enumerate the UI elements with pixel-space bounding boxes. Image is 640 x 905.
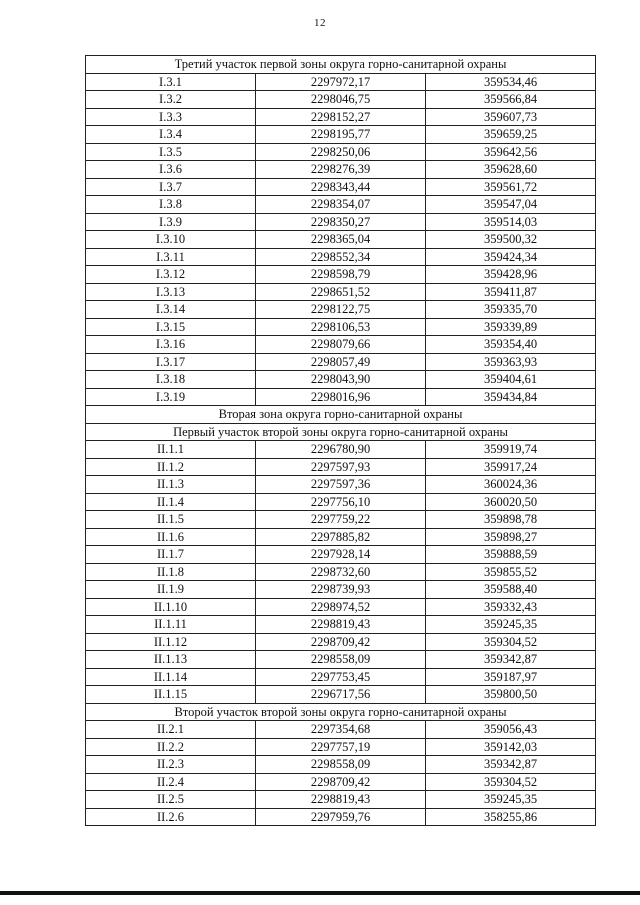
x-coordinate-cell: 2298016,96 — [256, 388, 426, 406]
x-coordinate-cell: 2298057,49 — [256, 353, 426, 371]
table-row — [86, 721, 596, 739]
table-row — [86, 388, 596, 406]
x-coordinate-cell: 2298122,75 — [256, 301, 426, 319]
table-row — [86, 791, 596, 809]
table-row — [86, 511, 596, 529]
x-coordinate-cell: 2298739,93 — [256, 581, 426, 599]
point-id-cell: II.2.2 — [86, 738, 256, 756]
y-coordinate-cell: 359500,32 — [426, 231, 596, 249]
table-row — [86, 528, 596, 546]
x-coordinate-cell: 2298195,77 — [256, 126, 426, 144]
point-id-cell: II.1.14 — [86, 668, 256, 686]
x-coordinate-cell: 2298709,42 — [256, 773, 426, 791]
y-coordinate-cell: 359342,87 — [426, 756, 596, 774]
point-id-cell: I.3.14 — [86, 301, 256, 319]
y-coordinate-cell: 359342,87 — [426, 651, 596, 669]
table-row — [86, 91, 596, 109]
point-id-cell: I.3.15 — [86, 318, 256, 336]
table-row — [86, 546, 596, 564]
table-row — [86, 476, 596, 494]
y-coordinate-cell: 359411,87 — [426, 283, 596, 301]
x-coordinate-cell: 2297959,76 — [256, 808, 426, 826]
y-coordinate-cell: 359142,03 — [426, 738, 596, 756]
point-id-cell: I.3.4 — [86, 126, 256, 144]
x-coordinate-cell: 2298365,04 — [256, 231, 426, 249]
page-number: 12 — [314, 17, 326, 29]
y-coordinate-cell: 359404,61 — [426, 371, 596, 389]
table-row — [86, 353, 596, 371]
point-id-cell: II.1.9 — [86, 581, 256, 599]
table-row — [86, 493, 596, 511]
table-row — [86, 581, 596, 599]
point-id-cell: II.2.4 — [86, 773, 256, 791]
x-coordinate-cell: 2297597,93 — [256, 458, 426, 476]
point-id-cell: II.1.5 — [86, 511, 256, 529]
coordinates-table-body — [86, 56, 596, 826]
point-id-cell: II.2.6 — [86, 808, 256, 826]
point-id-cell: I.3.11 — [86, 248, 256, 266]
point-id-cell: II.1.6 — [86, 528, 256, 546]
x-coordinate-cell: 2298152,27 — [256, 108, 426, 126]
y-coordinate-cell: 359339,89 — [426, 318, 596, 336]
point-id-cell: II.1.4 — [86, 493, 256, 511]
point-id-cell: I.3.9 — [86, 213, 256, 231]
point-id-cell: I.3.8 — [86, 196, 256, 214]
point-id-cell: I.3.6 — [86, 161, 256, 179]
y-coordinate-cell: 359917,24 — [426, 458, 596, 476]
table-row — [86, 651, 596, 669]
table-row — [86, 336, 596, 354]
point-id-cell: I.3.10 — [86, 231, 256, 249]
y-coordinate-cell: 359855,52 — [426, 563, 596, 581]
x-coordinate-cell: 2296717,56 — [256, 686, 426, 704]
point-id-cell: II.2.3 — [86, 756, 256, 774]
y-coordinate-cell: 359566,84 — [426, 91, 596, 109]
point-id-cell: II.1.7 — [86, 546, 256, 564]
y-coordinate-cell: 359628,60 — [426, 161, 596, 179]
point-id-cell: I.3.17 — [86, 353, 256, 371]
point-id-cell: II.1.2 — [86, 458, 256, 476]
x-coordinate-cell: 2296780,90 — [256, 441, 426, 459]
table-row — [86, 441, 596, 459]
x-coordinate-cell: 2298974,52 — [256, 598, 426, 616]
section-header-row — [86, 56, 596, 74]
y-coordinate-cell: 359354,40 — [426, 336, 596, 354]
y-coordinate-cell: 360020,50 — [426, 493, 596, 511]
table-row — [86, 266, 596, 284]
x-coordinate-cell: 2297885,82 — [256, 528, 426, 546]
x-coordinate-cell: 2298079,66 — [256, 336, 426, 354]
table-row — [86, 283, 596, 301]
x-coordinate-cell: 2297759,22 — [256, 511, 426, 529]
coordinates-table — [85, 55, 596, 826]
table-row — [86, 231, 596, 249]
y-coordinate-cell: 358255,86 — [426, 808, 596, 826]
y-coordinate-cell: 359056,43 — [426, 721, 596, 739]
y-coordinate-cell: 359588,40 — [426, 581, 596, 599]
table-row — [86, 686, 596, 704]
y-coordinate-cell: 359898,27 — [426, 528, 596, 546]
point-id-cell: I.3.5 — [86, 143, 256, 161]
table-row — [86, 756, 596, 774]
point-id-cell: I.3.2 — [86, 91, 256, 109]
point-id-cell: I.3.3 — [86, 108, 256, 126]
x-coordinate-cell: 2298819,43 — [256, 791, 426, 809]
x-coordinate-cell: 2297972,17 — [256, 73, 426, 91]
section-header-row — [86, 703, 596, 721]
y-coordinate-cell: 359919,74 — [426, 441, 596, 459]
x-coordinate-cell: 2298046,75 — [256, 91, 426, 109]
table-row — [86, 738, 596, 756]
y-coordinate-cell: 359659,25 — [426, 126, 596, 144]
y-coordinate-cell: 360024,36 — [426, 476, 596, 494]
section-title: Первый участок второй зоны округа горно-санитарной охраны — [86, 423, 596, 441]
x-coordinate-cell: 2298106,53 — [256, 318, 426, 336]
y-coordinate-cell: 359363,93 — [426, 353, 596, 371]
section-header-row — [86, 423, 596, 441]
y-coordinate-cell: 359534,46 — [426, 73, 596, 91]
x-coordinate-cell: 2298819,43 — [256, 616, 426, 634]
point-id-cell: II.1.11 — [86, 616, 256, 634]
y-coordinate-cell: 359332,43 — [426, 598, 596, 616]
table-row — [86, 563, 596, 581]
x-coordinate-cell: 2298651,52 — [256, 283, 426, 301]
table-row — [86, 73, 596, 91]
x-coordinate-cell: 2298276,39 — [256, 161, 426, 179]
x-coordinate-cell: 2298558,09 — [256, 651, 426, 669]
y-coordinate-cell: 359245,35 — [426, 616, 596, 634]
y-coordinate-cell: 359547,04 — [426, 196, 596, 214]
section-title: Третий участок первой зоны округа горно-санитарной охраны — [86, 56, 596, 74]
y-coordinate-cell: 359335,70 — [426, 301, 596, 319]
table-row — [86, 598, 596, 616]
point-id-cell: I.3.12 — [86, 266, 256, 284]
table-row — [86, 458, 596, 476]
x-coordinate-cell: 2298558,09 — [256, 756, 426, 774]
x-coordinate-cell: 2298598,79 — [256, 266, 426, 284]
footer-rule — [0, 891, 640, 895]
y-coordinate-cell: 359642,56 — [426, 143, 596, 161]
table-row — [86, 143, 596, 161]
y-coordinate-cell: 359428,96 — [426, 266, 596, 284]
x-coordinate-cell: 2298552,34 — [256, 248, 426, 266]
x-coordinate-cell: 2297753,45 — [256, 668, 426, 686]
table-row — [86, 616, 596, 634]
x-coordinate-cell: 2298043,90 — [256, 371, 426, 389]
table-row — [86, 213, 596, 231]
y-coordinate-cell: 359800,50 — [426, 686, 596, 704]
x-coordinate-cell: 2297354,68 — [256, 721, 426, 739]
point-id-cell: II.1.15 — [86, 686, 256, 704]
y-coordinate-cell: 359304,52 — [426, 773, 596, 791]
x-coordinate-cell: 2297757,19 — [256, 738, 426, 756]
x-coordinate-cell: 2298350,27 — [256, 213, 426, 231]
x-coordinate-cell: 2297597,36 — [256, 476, 426, 494]
x-coordinate-cell: 2298709,42 — [256, 633, 426, 651]
point-id-cell: I.3.1 — [86, 73, 256, 91]
point-id-cell: II.1.1 — [86, 441, 256, 459]
point-id-cell: II.1.13 — [86, 651, 256, 669]
section-title: Второй участок второй зоны округа горно-санитарной охраны — [86, 703, 596, 721]
table-row — [86, 178, 596, 196]
x-coordinate-cell: 2297928,14 — [256, 546, 426, 564]
y-coordinate-cell: 359245,35 — [426, 791, 596, 809]
y-coordinate-cell: 359561,72 — [426, 178, 596, 196]
point-id-cell: I.3.13 — [86, 283, 256, 301]
point-id-cell: II.1.12 — [86, 633, 256, 651]
point-id-cell: II.1.8 — [86, 563, 256, 581]
point-id-cell: II.1.3 — [86, 476, 256, 494]
point-id-cell: II.2.1 — [86, 721, 256, 739]
y-coordinate-cell: 359514,03 — [426, 213, 596, 231]
section-title: Вторая зона округа горно-санитарной охраны — [86, 406, 596, 424]
x-coordinate-cell: 2298354,07 — [256, 196, 426, 214]
y-coordinate-cell: 359424,34 — [426, 248, 596, 266]
table-row — [86, 126, 596, 144]
table-row — [86, 318, 596, 336]
section-header-row — [86, 406, 596, 424]
point-id-cell: I.3.7 — [86, 178, 256, 196]
table-row — [86, 808, 596, 826]
y-coordinate-cell: 359304,52 — [426, 633, 596, 651]
table-row — [86, 196, 596, 214]
table-row — [86, 248, 596, 266]
table-row — [86, 108, 596, 126]
y-coordinate-cell: 359888,59 — [426, 546, 596, 564]
y-coordinate-cell: 359898,78 — [426, 511, 596, 529]
y-coordinate-cell: 359607,73 — [426, 108, 596, 126]
table-row — [86, 668, 596, 686]
x-coordinate-cell: 2298343,44 — [256, 178, 426, 196]
point-id-cell: I.3.16 — [86, 336, 256, 354]
point-id-cell: I.3.19 — [86, 388, 256, 406]
point-id-cell: II.2.5 — [86, 791, 256, 809]
x-coordinate-cell: 2297756,10 — [256, 493, 426, 511]
table-row — [86, 161, 596, 179]
table-row — [86, 773, 596, 791]
y-coordinate-cell: 359187,97 — [426, 668, 596, 686]
table-row — [86, 633, 596, 651]
x-coordinate-cell: 2298732,60 — [256, 563, 426, 581]
table-row — [86, 301, 596, 319]
point-id-cell: I.3.18 — [86, 371, 256, 389]
y-coordinate-cell: 359434,84 — [426, 388, 596, 406]
table-row — [86, 371, 596, 389]
point-id-cell: II.1.10 — [86, 598, 256, 616]
x-coordinate-cell: 2298250,06 — [256, 143, 426, 161]
